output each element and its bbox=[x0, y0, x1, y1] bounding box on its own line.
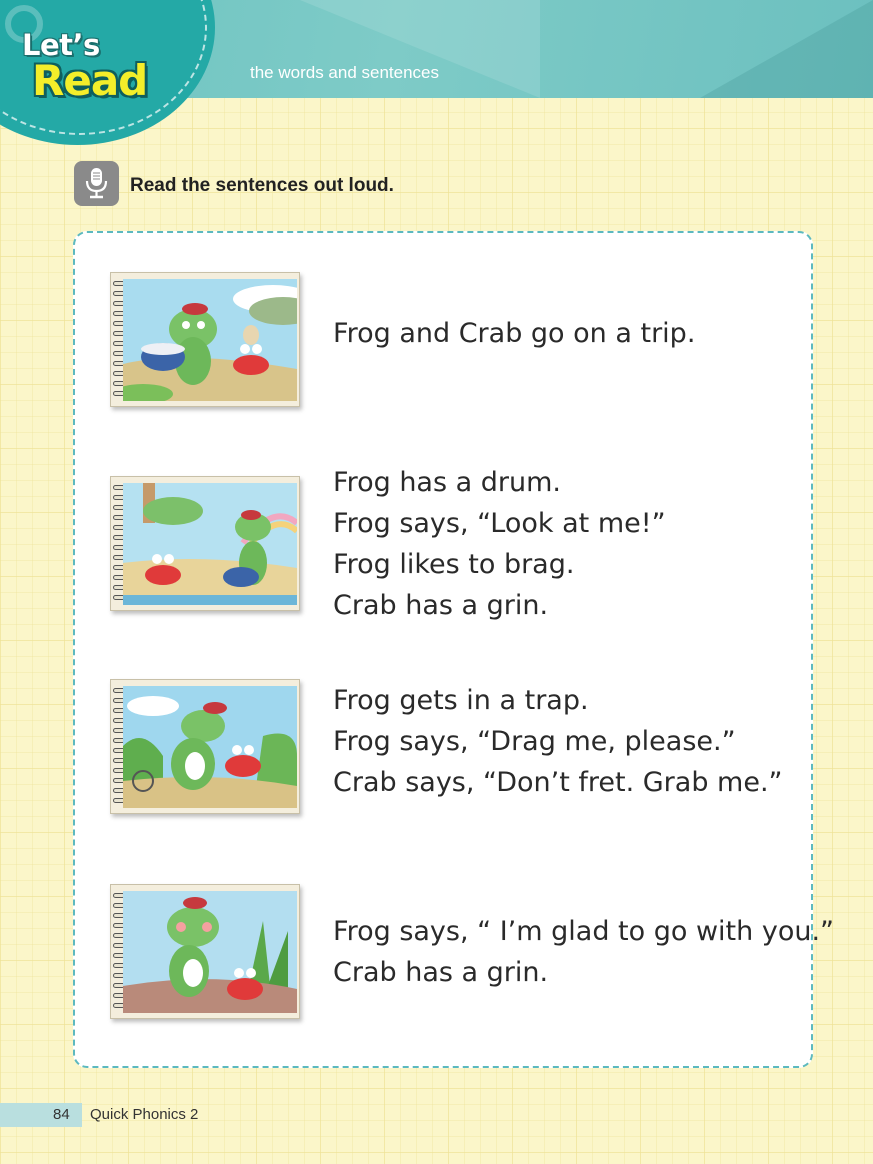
sentence-line: Frog says, “Drag me, please.” bbox=[333, 726, 736, 757]
sentence-line: Frog says, “Look at me!” bbox=[333, 508, 666, 539]
illustration-scene bbox=[123, 279, 297, 401]
sentence-line: Crab says, “Don’t fret. Grab me.” bbox=[333, 767, 783, 798]
frog-glad-crab-illustration bbox=[110, 884, 300, 1019]
frog-drum-crab-illustration bbox=[110, 476, 300, 611]
instruction-text: Read the sentences out loud. bbox=[130, 175, 394, 196]
sentence-line: Frog likes to brag. bbox=[333, 549, 575, 580]
sentence-line: Frog and Crab go on a trip. bbox=[333, 318, 696, 349]
header-facet bbox=[700, 0, 873, 98]
frog-in-trap-illustration bbox=[110, 679, 300, 814]
frog-and-crab-trip-illustration bbox=[110, 272, 300, 407]
page-number: 84 bbox=[53, 1106, 70, 1123]
sentence-line: Frog gets in a trap. bbox=[333, 685, 589, 716]
sentence-block bbox=[333, 462, 666, 626]
header-subtitle: the words and sentences bbox=[250, 63, 440, 82]
sentence-line: Crab has a grin. bbox=[333, 957, 549, 988]
sentence-line: Frog has a drum. bbox=[333, 467, 561, 498]
illustration-scene bbox=[123, 483, 297, 605]
book-title: Quick Phonics 2 bbox=[90, 1106, 199, 1123]
sentence-block bbox=[333, 680, 783, 803]
sentence-block bbox=[333, 911, 834, 993]
microphone-icon bbox=[74, 161, 119, 206]
illustration-scene bbox=[123, 686, 297, 808]
sentence-line: Crab has a grin. bbox=[333, 590, 549, 621]
illustration-scene bbox=[123, 891, 297, 1013]
header-facet bbox=[300, 0, 540, 98]
badge-title-read: Read bbox=[32, 56, 148, 105]
sentence-block bbox=[333, 313, 695, 354]
sentence-line: Frog says, “ I’m glad to go with you.” bbox=[333, 916, 835, 947]
footer-bar bbox=[0, 1103, 82, 1127]
badge-title-lets: Let’s bbox=[22, 28, 100, 62]
